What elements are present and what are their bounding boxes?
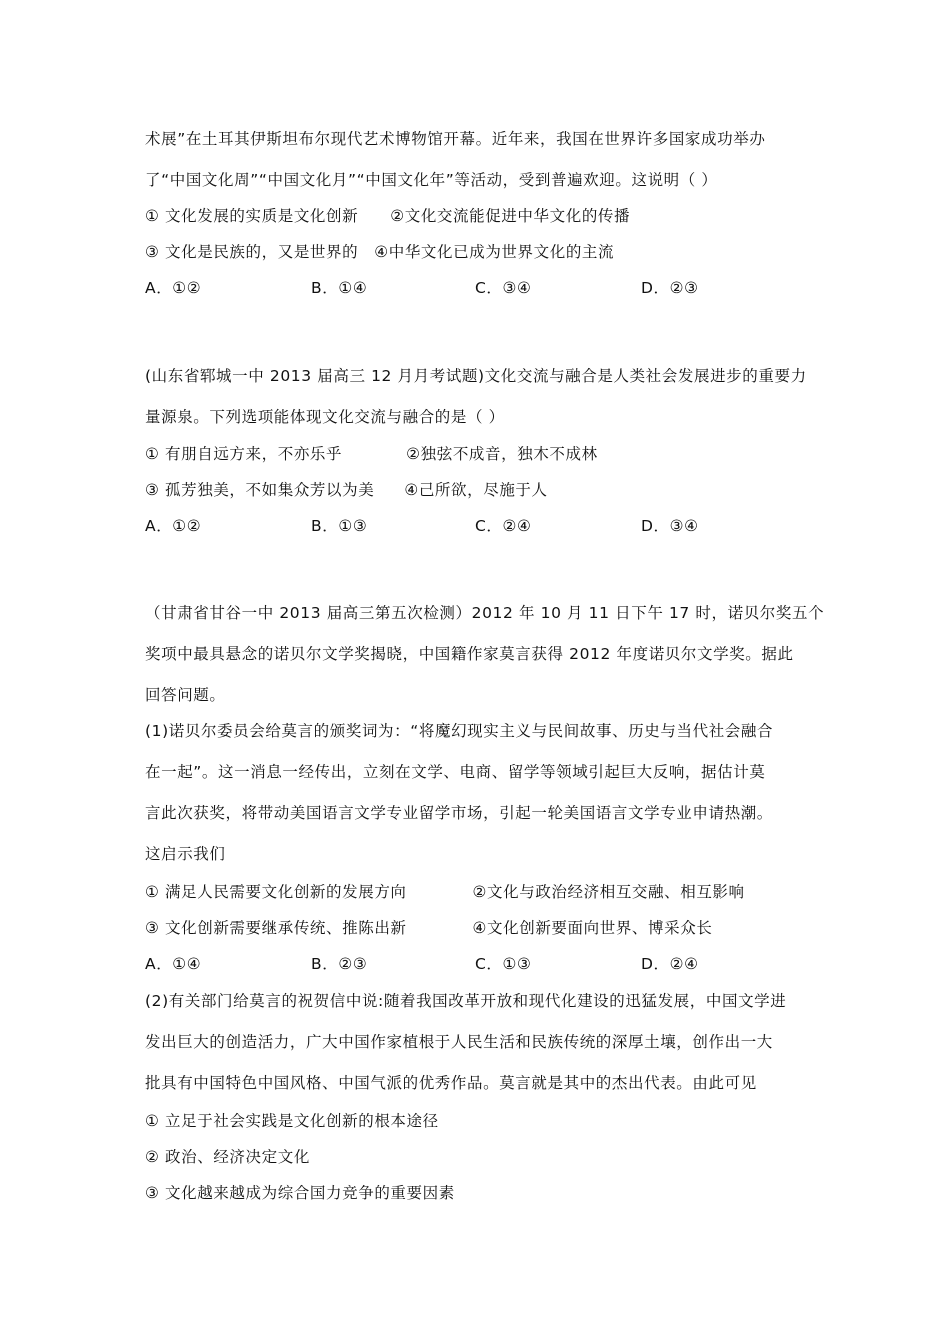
- question-2-stem-line-2: 量源泉。下列选项能体现文化交流与融合的是（ ）: [145, 408, 505, 426]
- sub-question-1-line-4: 这启示我们: [145, 845, 226, 863]
- option-d[interactable]: D．③④: [641, 517, 699, 535]
- question-2-options: [145, 514, 805, 538]
- sub-question-1-options: [145, 952, 805, 976]
- statement: ④己所欲，尽施于人: [404, 481, 548, 499]
- statement: ① 有朋自远方来，不亦乐乎: [145, 445, 343, 463]
- option-b[interactable]: B．①③: [311, 517, 368, 535]
- question-2-statements-row-2: [145, 478, 548, 500]
- statement: ③ 孤芳独美，不如集众芳以为美: [145, 481, 375, 499]
- statement: ②独弦不成音，独木不成林: [406, 445, 598, 463]
- statement: ① 文化发展的实质是文化创新: [145, 207, 359, 225]
- option-d[interactable]: D．②④: [641, 955, 699, 973]
- option-a[interactable]: A．①④: [145, 955, 202, 973]
- statement: ① 满足人民需要文化创新的发展方向: [145, 883, 407, 901]
- question-1-stem-line-1: 术展”在土耳其伊斯坦布尔现代艺术博物馆开幕。近年来，我国在世界许多国家成功举办: [145, 130, 766, 148]
- question-2-statements-row-1: [145, 442, 598, 464]
- sub-question-1-statements-row-2: [145, 916, 712, 938]
- sub-question-1-line-1: (1)诺贝尔委员会给莫言的颁奖词为：“将魔幻现实主义与民间故事、历史与当代社会融合: [145, 722, 774, 740]
- option-a[interactable]: A．①②: [145, 517, 202, 535]
- question-1-stem-line-2: 了“中国文化周”“中国文化月”“中国文化年”等活动，受到普遍欢迎。这说明（ ）: [145, 171, 718, 189]
- statement: ②文化交流能促进中华文化的传播: [390, 207, 631, 225]
- question-2-stem-line-1: (山东省郓城一中 2013 届高三 12 月月考试题)文化交流与融合是人类社会发展进步的重要力: [145, 367, 807, 385]
- question-3-stem-line-2: 奖项中最具悬念的诺贝尔文学奖揭晓，中国籍作家莫言获得 2012 年度诺贝尔文学奖。据此: [145, 645, 794, 663]
- sub-question-2-statement-2: ② 政治、经济决定文化: [145, 1148, 310, 1166]
- option-b[interactable]: B．①④: [311, 279, 368, 297]
- question-1-statements-row-1: [145, 204, 630, 226]
- statement: ③ 文化是民族的，又是世界的: [145, 243, 359, 261]
- sub-question-2-statement-3: ③ 文化越来越成为综合国力竞争的重要因素: [145, 1184, 455, 1202]
- option-c[interactable]: C．①③: [475, 955, 532, 973]
- sub-question-2-statement-1: ① 立足于社会实践是文化创新的根本途径: [145, 1112, 439, 1130]
- sub-question-1-line-2: 在一起”。这一消息一经传出，立刻在文学、电商、留学等领域引起巨大反响，据估计莫: [145, 763, 766, 781]
- sub-question-1-line-3: 言此次获奖，将带动美国语言文学专业留学市场，引起一轮美国语言文学专业申请热潮。: [145, 804, 773, 822]
- sub-question-2-line-2: 发出巨大的创造活力，广大中国作家植根于人民生活和民族传统的深厚土壤，创作出一大: [145, 1033, 773, 1051]
- sub-question-2-line-1: (2)有关部门给莫言的祝贺信中说:随着我国改革开放和现代化建设的迅猛发展，中国文学进: [145, 992, 787, 1010]
- statement: ④文化创新要面向世界、博采众长: [472, 919, 713, 937]
- question-1-options: [145, 276, 805, 300]
- option-b[interactable]: B．②③: [311, 955, 368, 973]
- statement: ③ 文化创新需要继承传统、推陈出新: [145, 919, 407, 937]
- statement: ④中华文化已成为世界文化的主流: [374, 243, 615, 261]
- statement: ②文化与政治经济相互交融、相互影响: [472, 883, 745, 901]
- question-1-statements-row-2: [145, 240, 614, 262]
- option-a[interactable]: A．①②: [145, 279, 202, 297]
- option-c[interactable]: C．③④: [475, 279, 532, 297]
- option-c[interactable]: C．②④: [475, 517, 532, 535]
- sub-question-2-line-3: 批具有中国特色中国风格、中国气派的优秀作品。莫言就是其中的杰出代表。由此可见: [145, 1074, 757, 1092]
- option-d[interactable]: D．②③: [641, 279, 699, 297]
- question-3-stem-line-1: （甘肃省甘谷一中 2013 届高三第五次检测）2012 年 10 月 11 日下午 17 时，诺贝尔奖五个: [145, 604, 825, 622]
- question-3-stem-line-3: 回答问题。: [145, 686, 226, 704]
- sub-question-1-statements-row-1: [145, 880, 745, 902]
